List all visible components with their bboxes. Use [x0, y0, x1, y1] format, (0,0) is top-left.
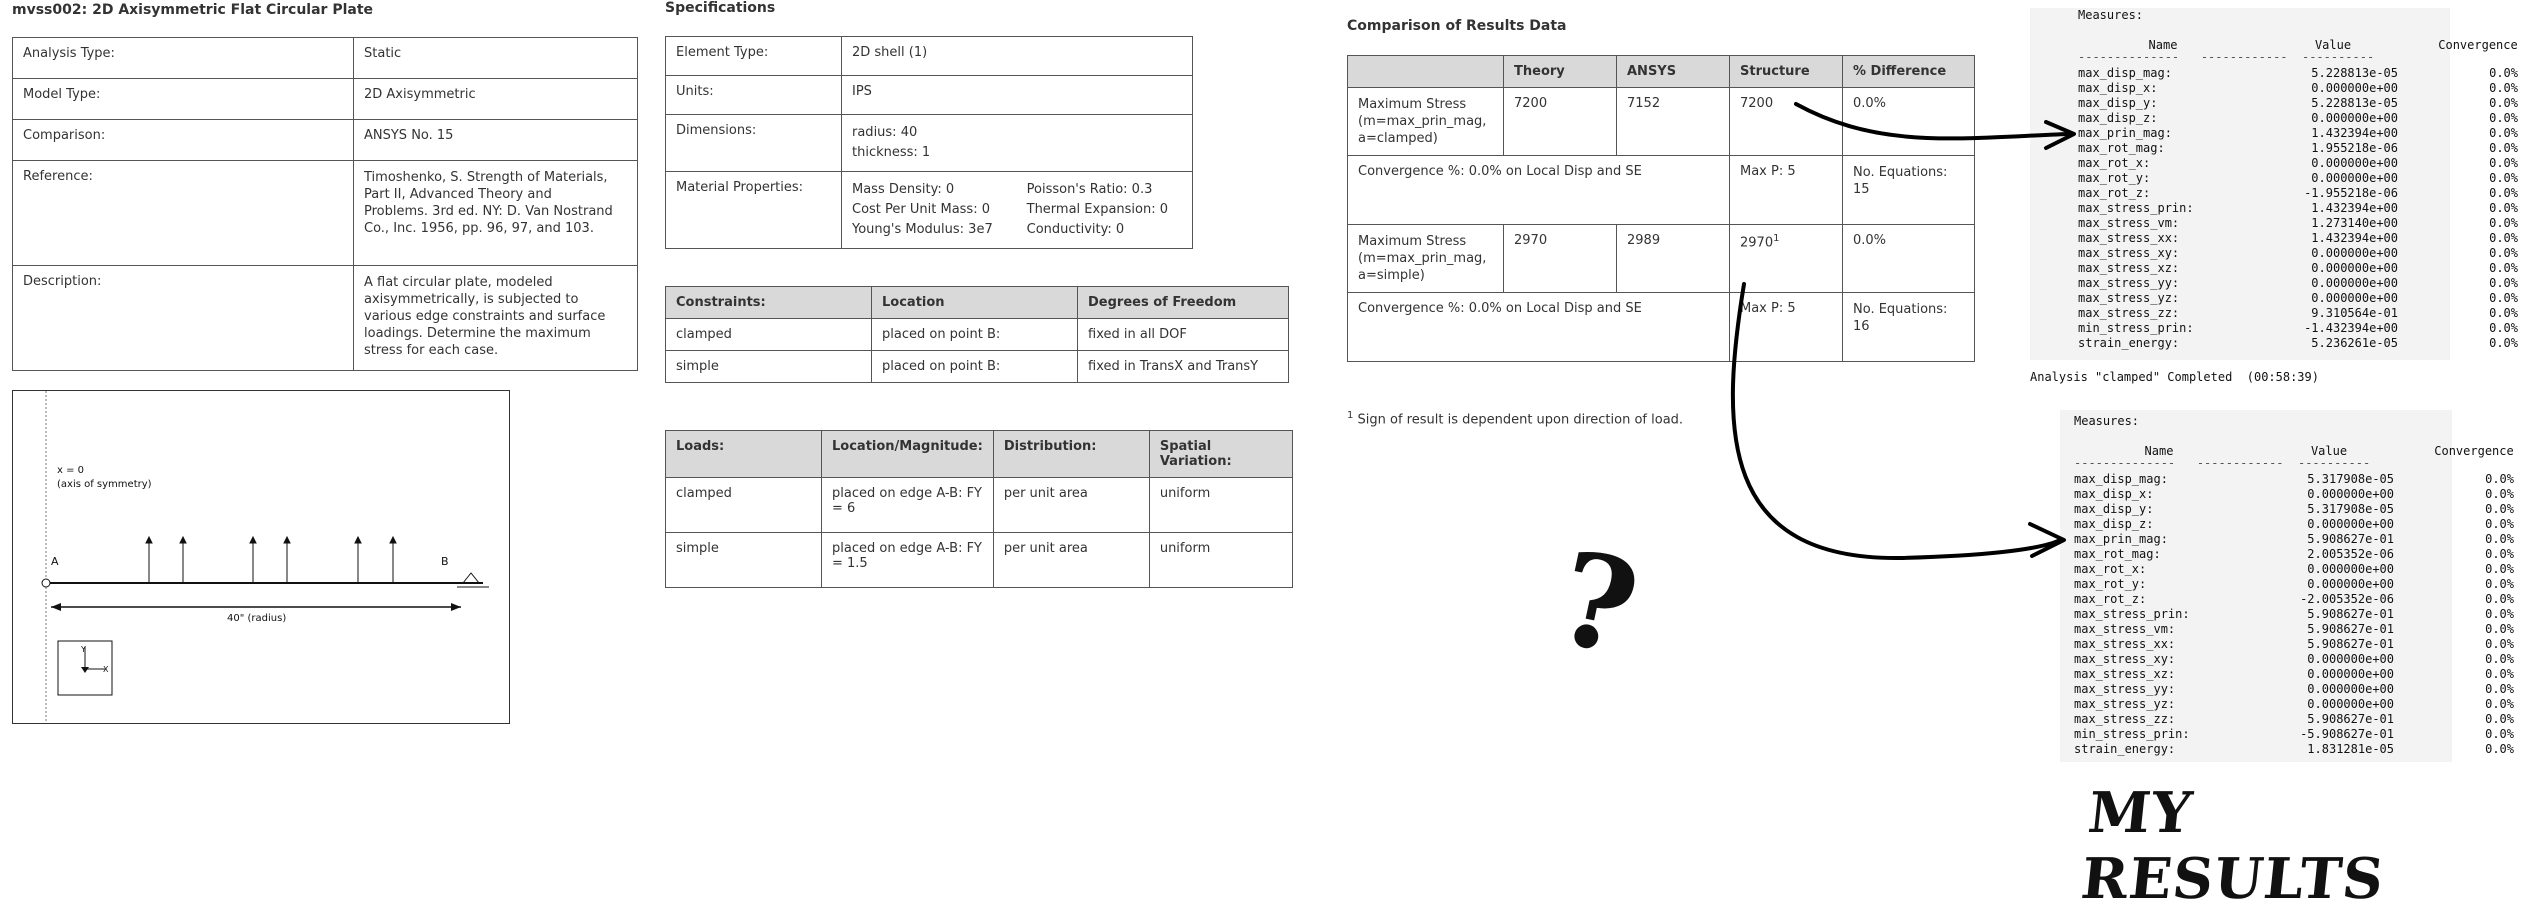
- measure-value: 0.000000e+00: [2311, 246, 2398, 260]
- measure-value: 0.000000e+00: [2307, 682, 2394, 696]
- measure-value: 0.000000e+00: [2311, 261, 2398, 275]
- measure-name: max_stress_xx:: [2078, 231, 2180, 245]
- measure-name: max_rot_x:: [2074, 562, 2147, 576]
- measure-convergence: 0.0%: [2489, 336, 2518, 350]
- footnote-marker: 1: [1773, 233, 1780, 244]
- measures-header-row: Name Value Convergence: [2144, 444, 2514, 458]
- measure-name: max_disp_x:: [2074, 487, 2154, 501]
- table-header-row: Constraints: Location Degrees of Freedom: [666, 287, 1289, 319]
- point-a-label: A: [51, 555, 59, 568]
- measure-value: 5.908627e-01: [2307, 637, 2394, 651]
- measure-value: 2.005352e-06: [2307, 547, 2394, 561]
- measure-value: 9.310564e-01: [2311, 306, 2398, 320]
- measure-value: 5.908627e-01: [2307, 622, 2394, 636]
- measure-convergence: 0.0%: [2489, 261, 2518, 275]
- measure-value: 0.000000e+00: [2311, 81, 2398, 95]
- measure-convergence: 0.0%: [2489, 276, 2518, 290]
- measure-name: max_rot_z:: [2078, 186, 2151, 200]
- measure-value: 1.432394e+00: [2311, 231, 2398, 245]
- measure-convergence: 0.0%: [2489, 81, 2518, 95]
- measure-value: 1.432394e+00: [2311, 126, 2398, 140]
- measure-convergence: 0.0%: [2485, 592, 2514, 606]
- measure-value: 0.000000e+00: [2307, 652, 2394, 666]
- measure-value: 5.228813e-05: [2311, 66, 2398, 80]
- table-row: simple placed on edge A-B: FY = 1.5 per unit area uniform: [666, 533, 1293, 588]
- my-results-label: MY RESULTS: [2078, 780, 2388, 912]
- measure-value: 5.908627e-01: [2307, 712, 2394, 726]
- measure-convergence: 0.0%: [2489, 231, 2518, 245]
- measure-value: 0.000000e+00: [2311, 291, 2398, 305]
- measure-convergence: 0.0%: [2485, 502, 2514, 516]
- table-row: Maximum Stress (m=max_prin_mag, a=clamped) 7200 7152 7200 0.0%: [1348, 88, 1975, 156]
- measure-name: max_stress_xy:: [2074, 652, 2176, 666]
- measure-value: 1.955218e-06: [2311, 141, 2398, 155]
- measure-name: max_disp_y:: [2074, 502, 2154, 516]
- measure-name: max_rot_mag:: [2074, 547, 2161, 561]
- measure-value: 5.317908e-05: [2307, 502, 2394, 516]
- analysis-completed-status: Analysis "clamped" Completed (00:58:39): [2030, 370, 2319, 384]
- table-row: Convergence %: 0.0% on Local Disp and SE Max P: 5 No. Equations: 16: [1348, 293, 1975, 362]
- table-row: Units: IPS: [666, 76, 1193, 115]
- measure-convergence: 0.0%: [2489, 141, 2518, 155]
- measure-value: 0.000000e+00: [2307, 517, 2394, 531]
- measure-value: -5.908627e-01: [2300, 727, 2394, 741]
- measure-name: max_rot_mag:: [2078, 141, 2165, 155]
- measure-value: 0.000000e+00: [2307, 577, 2394, 591]
- measures-divider: -------------- ------------ ----------: [2078, 50, 2375, 64]
- measure-value: 0.000000e+00: [2307, 667, 2394, 681]
- measure-value: 5.317908e-05: [2307, 472, 2394, 486]
- measure-name: max_disp_z:: [2074, 517, 2154, 531]
- measure-name: strain_energy:: [2078, 336, 2180, 350]
- table-row: Model Type: 2D Axisymmetric: [13, 79, 638, 120]
- measure-value: -2.005352e-06: [2300, 592, 2394, 606]
- measure-name: max_stress_vm:: [2074, 622, 2176, 636]
- measure-value: 1.831281e-05: [2307, 742, 2394, 756]
- measure-convergence: 0.0%: [2489, 171, 2518, 185]
- measure-value: -1.955218e-06: [2304, 186, 2398, 200]
- measure-convergence: 0.0%: [2485, 667, 2514, 681]
- measure-name: max_stress_zz:: [2078, 306, 2180, 320]
- measure-name: min_stress_prin:: [2078, 321, 2194, 335]
- measure-value: 0.000000e+00: [2311, 171, 2398, 185]
- table-row: clamped placed on point B: fixed in all DOF: [666, 319, 1289, 351]
- measure-name: max_rot_y:: [2078, 171, 2151, 185]
- coord-x-label: X: [103, 665, 109, 674]
- measure-convergence: 0.0%: [2485, 652, 2514, 666]
- measure-value: 5.236261e-05: [2311, 336, 2398, 350]
- measure-value: 0.000000e+00: [2307, 487, 2394, 501]
- measure-convergence: 0.0%: [2485, 637, 2514, 651]
- measure-value: 0.000000e+00: [2311, 156, 2398, 170]
- table-row: Convergence %: 0.0% on Local Disp and SE Max P: 5 No. Equations: 15: [1348, 156, 1975, 225]
- measure-value: 5.228813e-05: [2311, 96, 2398, 110]
- point-b-label: B: [441, 555, 449, 568]
- measure-name: max_stress_yz:: [2074, 697, 2176, 711]
- measure-name: max_prin_mag:: [2074, 532, 2168, 546]
- measure-name: max_disp_mag:: [2074, 472, 2168, 486]
- measure-convergence: 0.0%: [2489, 306, 2518, 320]
- measure-name: max_stress_yz:: [2078, 291, 2180, 305]
- measure-convergence: 0.0%: [2489, 246, 2518, 260]
- measure-name: max_rot_x:: [2078, 156, 2151, 170]
- measures-header-row: Name Value Convergence: [2148, 38, 2518, 52]
- measure-value: 0.000000e+00: [2307, 697, 2394, 711]
- measure-value: 0.000000e+00: [2307, 562, 2394, 576]
- measure-name: max_disp_mag:: [2078, 66, 2172, 80]
- measure-convergence: 0.0%: [2485, 712, 2514, 726]
- measure-convergence: 0.0%: [2485, 547, 2514, 561]
- measure-convergence: 0.0%: [2489, 321, 2518, 335]
- measure-value: 5.908627e-01: [2307, 532, 2394, 546]
- measure-name: max_prin_mag:: [2078, 126, 2172, 140]
- measure-convergence: 0.0%: [2485, 622, 2514, 636]
- measure-name: max_stress_prin:: [2078, 201, 2194, 215]
- measure-convergence: 0.0%: [2489, 186, 2518, 200]
- measure-convergence: 0.0%: [2485, 682, 2514, 696]
- measure-convergence: 0.0%: [2485, 577, 2514, 591]
- measure-name: max_stress_xy:: [2078, 246, 2180, 260]
- measures-divider: -------------- ------------ ----------: [2074, 456, 2371, 470]
- measure-convergence: 0.0%: [2489, 66, 2518, 80]
- specifications-heading: Specifications: [665, 0, 776, 16]
- measure-convergence: 0.0%: [2485, 487, 2514, 501]
- axis-sublabel: (axis of symmetry): [57, 479, 152, 490]
- measure-convergence: 0.0%: [2485, 517, 2514, 531]
- measure-convergence: 0.0%: [2489, 96, 2518, 110]
- measure-convergence: 0.0%: [2489, 201, 2518, 215]
- measure-name: max_stress_yy:: [2078, 276, 2180, 290]
- measure-convergence: 0.0%: [2485, 607, 2514, 621]
- measure-name: max_stress_zz:: [2074, 712, 2176, 726]
- measure-convergence: 0.0%: [2485, 697, 2514, 711]
- table-header-row: Theory ANSYS Structure % Difference: [1348, 56, 1975, 88]
- measure-convergence: 0.0%: [2489, 291, 2518, 305]
- measures-title: Measures:: [2078, 8, 2144, 22]
- table-row: Dimensions: radius: 40 thickness: 1: [666, 115, 1193, 172]
- measure-name: max_disp_z:: [2078, 111, 2158, 125]
- comparison-heading: Comparison of Results Data: [1347, 18, 1567, 34]
- measure-value: 0.000000e+00: [2311, 276, 2398, 290]
- measure-name: max_rot_y:: [2074, 577, 2147, 591]
- table-row: Element Type: 2D shell (1): [666, 37, 1193, 76]
- measure-name: max_stress_xx:: [2074, 637, 2176, 651]
- question-mark: ?: [1545, 522, 1650, 686]
- axis-label: x = 0: [57, 465, 85, 476]
- measure-value: -1.432394e+00: [2304, 321, 2398, 335]
- page-title: mvss002: 2D Axisymmetric Flat Circular Plate: [12, 2, 374, 18]
- measure-convergence: 0.0%: [2489, 216, 2518, 230]
- measure-name: strain_energy:: [2074, 742, 2176, 756]
- measure-value: 0.000000e+00: [2311, 111, 2398, 125]
- arrow-to-clamped-results: [1796, 104, 2068, 138]
- measure-convergence: 0.0%: [2485, 742, 2514, 756]
- measure-value: 1.273140e+00: [2311, 216, 2398, 230]
- measure-convergence: 0.0%: [2485, 562, 2514, 576]
- table-row: Description: A flat circular plate, modeled axisymmetrically, is subjected to various edge constraints and surface loadings. Determine the maximum stress for each case.: [13, 266, 638, 371]
- measure-value: 5.908627e-01: [2307, 607, 2394, 621]
- measures-title: Measures:: [2074, 414, 2140, 428]
- table-row: Maximum Stress (m=max_prin_mag, a=simple) 2970 2989 2970$^1$ 0.0%: [1348, 225, 1975, 293]
- measure-convergence: 0.0%: [2489, 126, 2518, 140]
- table-header-row: Loads: Location/Magnitude: Distribution: Spatial Variation:: [666, 431, 1293, 478]
- radius-label: 40" (radius): [227, 613, 287, 624]
- footnote: $^1$ Sign of result is dependent upon direction of load.: [1347, 410, 1684, 428]
- table-row: Comparison: ANSYS No. 15: [13, 120, 638, 161]
- measure-name: max_stress_vm:: [2078, 216, 2180, 230]
- coord-y-label: Y: [81, 645, 86, 654]
- measure-value: 1.432394e+00: [2311, 201, 2398, 215]
- measure-convergence: 0.0%: [2489, 111, 2518, 125]
- table-row: clamped placed on edge A-B: FY = 6 per unit area uniform: [666, 478, 1293, 533]
- measure-name: max_stress_prin:: [2074, 607, 2190, 621]
- table-row: Reference: Timoshenko, S. Strength of Materials, Part II, Advanced Theory and Problems. 3rd ed. NY: D. Van Nostrand Co., Inc. 1956, pp. 96, 97, and 103.: [13, 161, 638, 266]
- measure-name: max_stress_xz:: [2074, 667, 2176, 681]
- measure-convergence: 0.0%: [2485, 472, 2514, 486]
- measure-convergence: 0.0%: [2489, 156, 2518, 170]
- table-row: Material Properties: Mass Density: 0 Cost Per Unit Mass: 0 Young's Modulus: 3e7 Poisson's Ratio: 0.3 Thermal Expansion: 0 Conductivity: 0: [666, 172, 1193, 249]
- measure-name: max_rot_z:: [2074, 592, 2147, 606]
- table-row: simple placed on point B: fixed in TransX and TransY: [666, 351, 1289, 383]
- table-row: Analysis Type: Static: [13, 38, 638, 79]
- measure-name: max_stress_yy:: [2074, 682, 2176, 696]
- measure-name: max_disp_x:: [2078, 81, 2158, 95]
- measure-convergence: 0.0%: [2485, 532, 2514, 546]
- measure-name: max_stress_xz:: [2078, 261, 2180, 275]
- measure-name: min_stress_prin:: [2074, 727, 2190, 741]
- arrow-to-simple-results: [1733, 284, 2060, 558]
- measure-name: max_disp_y:: [2078, 96, 2158, 110]
- measure-convergence: 0.0%: [2485, 727, 2514, 741]
